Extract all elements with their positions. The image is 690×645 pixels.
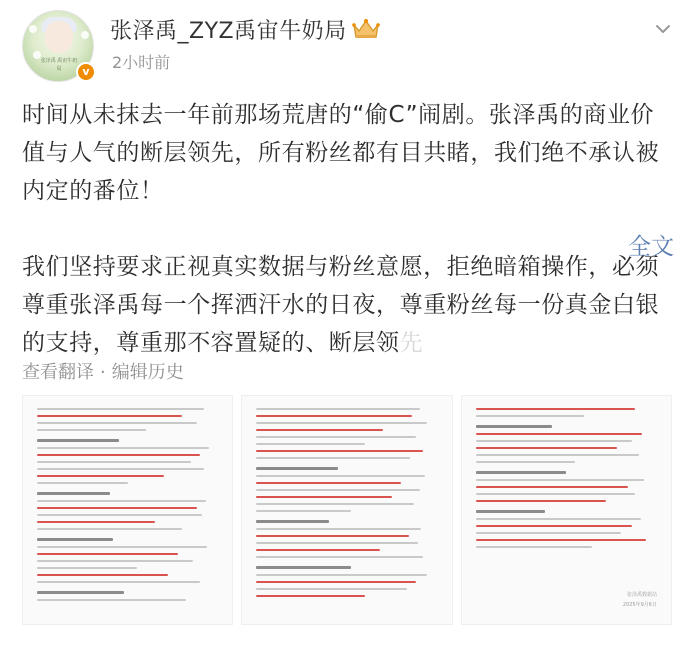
post-paragraph-1: 时间从未抹去一年前那场荒唐的“偷C”闹剧。张泽禹的商业价值与人气的断层领先，所有粉丝都有目共睹，我们绝不承认被内定的番位！ <box>22 102 660 204</box>
avatar-face <box>45 21 73 53</box>
post-image-grid <box>22 395 672 625</box>
image-3-signature: 张泽禹数据站 <box>626 592 657 598</box>
translate-link[interactable]: 查看翻译 <box>22 362 94 383</box>
username-text: 张泽禹_ZYZ禹宙牛奶局 <box>110 19 347 44</box>
post-image-1[interactable] <box>22 395 233 625</box>
post-paragraph-2 <box>22 248 672 362</box>
chevron-down-icon[interactable] <box>654 20 672 38</box>
post-timestamp: 2小时前 <box>112 53 171 72</box>
post-paragraph-2-text: 我们坚持要求正视真实数据与粉丝意愿，拒绝暗箱操作，必须尊重张泽禹每一个挥洒汗水的日夜，尊重粉丝每一份真金白银的支持，尊重那不容置疑的、断层领 <box>22 254 660 356</box>
crown-badge-icon[interactable] <box>351 17 381 47</box>
username-link[interactable] <box>110 14 381 47</box>
full-text-link[interactable]: 全文 <box>628 234 674 260</box>
verified-badge-icon: v <box>76 62 96 82</box>
image-3-date: 2025年9月6日 <box>622 602 657 608</box>
post-meta-links <box>22 358 184 384</box>
post-header <box>22 10 672 76</box>
edit-history-link[interactable]: 编辑历史 <box>111 362 184 383</box>
post-image-2[interactable] <box>241 395 452 625</box>
post-body <box>22 96 672 362</box>
avatar-flower-decoration <box>29 25 37 33</box>
avatar-flower-decoration <box>81 31 89 39</box>
post-paragraph-2-faded-text: 先 <box>399 330 424 356</box>
avatar-caption: 张泽禹 禹宙牛奶局 <box>40 58 78 72</box>
meta-separator: · <box>100 362 106 383</box>
post-image-3[interactable] <box>461 395 672 625</box>
